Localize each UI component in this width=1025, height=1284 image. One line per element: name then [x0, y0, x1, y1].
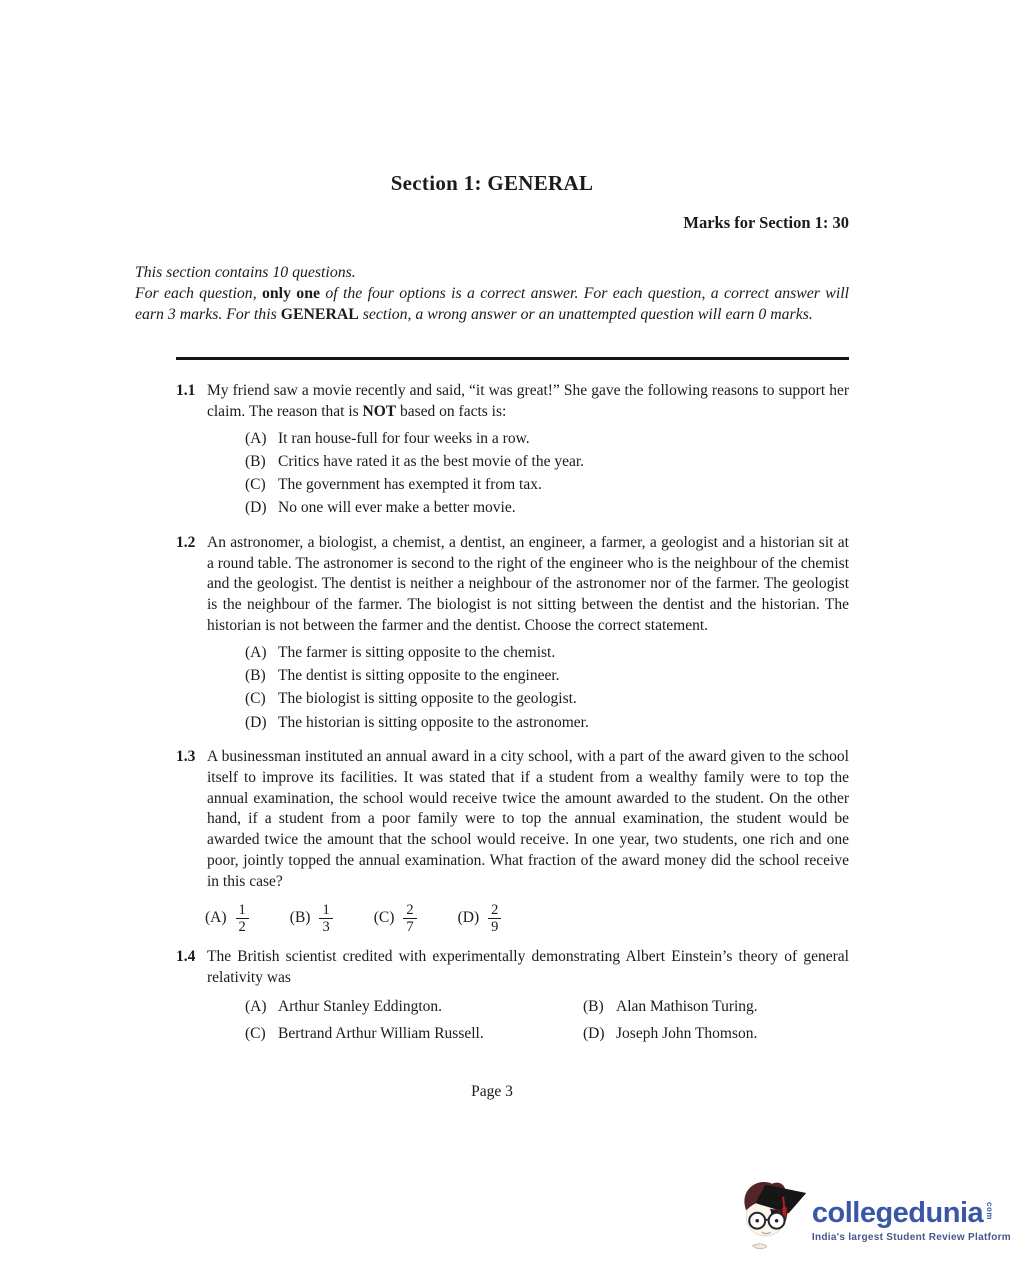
option-label: (B) [583, 997, 604, 1015]
option-d [207, 713, 849, 734]
instructions-bold-general: GENERAL [280, 306, 359, 323]
option-text: It ran house-full for four weeks in a row. [278, 429, 530, 447]
option-label: (A) [245, 429, 267, 447]
option-label: (D) [457, 909, 480, 927]
fraction-numerator: 1 [238, 901, 246, 918]
option-label: (D) [245, 499, 267, 517]
option-a [205, 902, 249, 936]
option-label: (D) [245, 713, 267, 731]
option-label: (A) [245, 643, 267, 661]
options-list [205, 902, 849, 936]
question-text-bold: NOT [362, 402, 397, 420]
options-list [207, 643, 849, 734]
logo-text [812, 1199, 1011, 1253]
option-text: Joseph John Thomson. [616, 1024, 758, 1042]
option-label: (C) [245, 1024, 266, 1042]
option-label: (D) [583, 1024, 605, 1042]
option-label: (C) [373, 909, 395, 927]
options-list [207, 429, 849, 520]
question-text-segment: My friend saw a movie recently and said, “it was great!” She gave the following reasons to support her claim. The reason that is [207, 382, 849, 420]
option-a [245, 997, 583, 1018]
question-body [207, 947, 849, 1047]
question-1-1 [176, 381, 849, 522]
page-content [135, 0, 849, 1101]
instructions-line-1: This section contains 10 questions. [135, 264, 356, 281]
brand-name: collegedunia [811, 1197, 984, 1229]
fraction [236, 902, 249, 936]
option-label: (B) [289, 909, 311, 927]
question-body [207, 747, 849, 936]
fraction [488, 902, 501, 936]
option-a [207, 643, 849, 664]
fraction-numerator: 2 [491, 901, 499, 918]
fraction [319, 902, 332, 936]
section-instructions [135, 262, 849, 325]
page-number: Page 3 [471, 1083, 513, 1101]
question-1-4 [176, 947, 849, 1047]
question-number: 1.1 [176, 382, 196, 399]
instructions-text: For each question, [135, 285, 262, 302]
fraction-numerator: 2 [406, 901, 414, 918]
options-list [207, 994, 849, 1047]
question-body [207, 533, 849, 736]
question-text [207, 381, 849, 423]
instructions-paragraph [135, 283, 849, 325]
question-text: The British scientist credited with experimentally demonstrating Albert Einstein’s theory of general relativity was [207, 947, 849, 986]
fraction-denominator: 9 [488, 918, 501, 936]
instructions-text: of the four options is a correct answer. For each question, a correct answer will earn 3 marks. For this [135, 285, 849, 323]
option-d [207, 498, 849, 519]
option-d [583, 1024, 849, 1045]
question-text: A businessman instituted an annual award in a city school, with a part of the award given to the school itself to improve its facilities. It was stated that if a student from a wealthy family were to top the annual examination, the school would receive twice the amount awarded to the student. On the other hand, if a student from a poor family were to top the annual examination, the student would be awarded twice the amount that the school would receive. In one year, two students, one rich and one poor, jointly topped the annual examination. What fraction of the award money did the school receive in this case? [207, 747, 849, 890]
option-text: The government has exempted it from tax. [278, 476, 542, 494]
option-label: (A) [205, 909, 227, 927]
option-c [245, 1024, 583, 1045]
option-text: The farmer is sitting opposite to the chemist. [278, 643, 556, 661]
question-1-2 [176, 533, 849, 736]
option-b [207, 666, 849, 687]
option-c [207, 475, 849, 496]
question-number: 1.2 [176, 533, 196, 551]
option-text: Alan Mathison Turing. [616, 997, 758, 1015]
option-b [207, 452, 849, 473]
brand-domain: com [985, 1202, 995, 1220]
option-c [374, 902, 417, 936]
option-a [207, 429, 849, 450]
question-text-segment: based on facts is: [396, 402, 507, 420]
horizontal-rule [176, 357, 849, 360]
question-number: 1.4 [176, 947, 196, 965]
section-title: Section 1: GENERAL [390, 171, 594, 195]
option-label: (C) [245, 476, 266, 494]
option-b [290, 902, 333, 936]
option-label: (A) [245, 997, 267, 1015]
fraction-denominator: 7 [403, 918, 416, 936]
question-1-3 [176, 747, 849, 936]
fraction-numerator: 1 [322, 901, 330, 918]
brand-tagline: India's largest Student Review Platform [811, 1232, 1011, 1243]
collegedunia-mascot-icon [735, 1175, 809, 1259]
fraction [403, 902, 416, 936]
brand-row [812, 1199, 1011, 1228]
instructions-text: section, a wrong answer or an unattempted question will earn 0 marks. [358, 306, 813, 323]
option-text: No one will ever make a better movie. [278, 499, 516, 517]
option-b [583, 997, 849, 1018]
option-text: Arthur Stanley Eddington. [278, 997, 443, 1015]
question-list [135, 381, 849, 1047]
collegedunia-logo [735, 1175, 1011, 1253]
option-text: Bertrand Arthur William Russell. [278, 1024, 484, 1042]
question-number: 1.3 [176, 747, 196, 765]
option-c [207, 689, 849, 710]
section-marks: Marks for Section 1: 30 [683, 213, 849, 232]
option-label: (B) [245, 667, 266, 685]
fraction-denominator: 2 [236, 918, 249, 936]
fraction-denominator: 3 [319, 918, 332, 936]
option-text: The biologist is sitting opposite to the geologist. [278, 690, 577, 708]
option-text: Critics have rated it as the best movie of the year. [278, 452, 585, 470]
option-text: The dentist is sitting opposite to the engineer. [278, 667, 560, 685]
question-text: An astronomer, a biologist, a chemist, a dentist, an engineer, a farmer, a geologist and a historian sit at a round table. The astronomer is second to the right of the engineer who is the neighbour of the chemist and the geologist. The dentist is neither a neighbour of the astronomer nor of the farmer. The geologist is the neighbour of the farmer. The biologist is not sitting between the dentist and the historian. The historian is not between the farmer and the dentist. Choose the correct statement. [207, 533, 849, 634]
option-label: (B) [245, 452, 266, 470]
option-label: (C) [245, 690, 266, 708]
option-text: The historian is sitting opposite to the astronomer. [278, 713, 589, 731]
option-d [458, 902, 502, 936]
instructions-bold-only-one: only one [262, 285, 320, 302]
question-body [207, 381, 849, 522]
